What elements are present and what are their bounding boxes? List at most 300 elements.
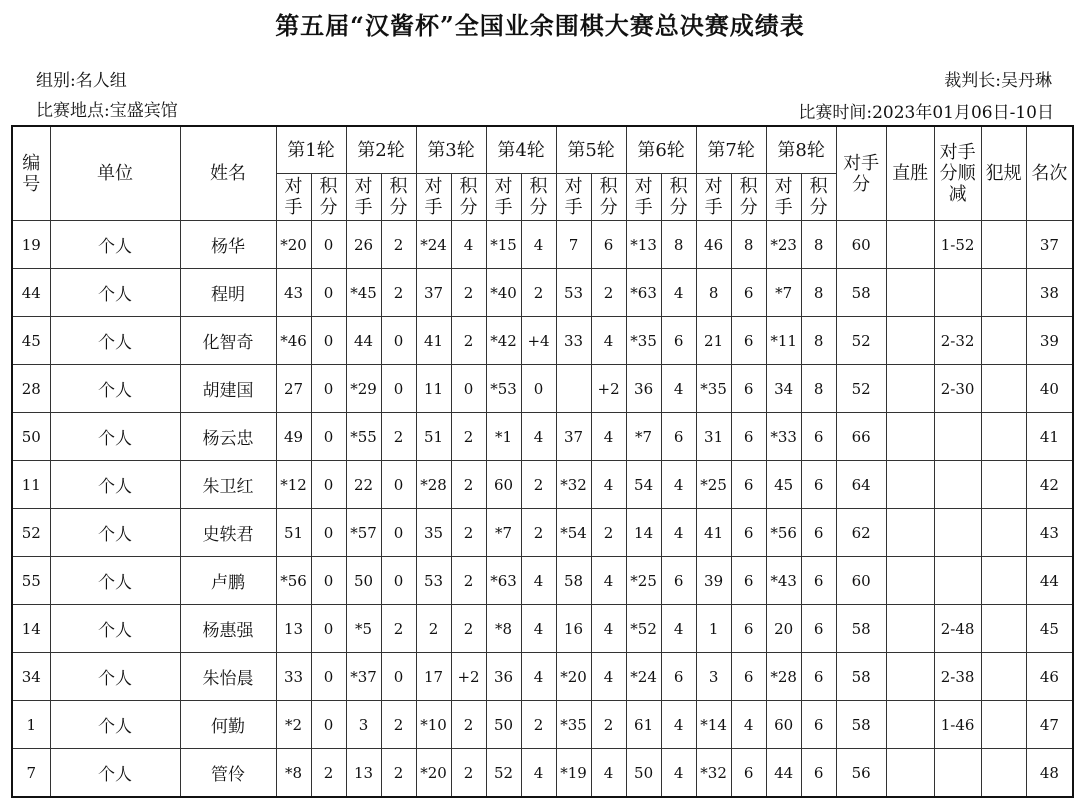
cell-opponent: *28 [416, 461, 451, 509]
cell-opponent: *12 [276, 461, 311, 509]
cell-opponent: *24 [626, 653, 661, 701]
table-row [12, 653, 1073, 701]
cell-unit: 个人 [50, 605, 180, 653]
cell-points: 4 [521, 221, 556, 269]
cell-points: 0 [311, 269, 346, 317]
cell-points: 2 [381, 749, 416, 798]
cell-points: 8 [801, 269, 836, 317]
cell-foul [981, 269, 1026, 317]
cell-points: 6 [801, 413, 836, 461]
cell-rank: 47 [1026, 701, 1073, 749]
cell-opponent: 36 [626, 365, 661, 413]
col-opp-score-label-line: 分 [852, 173, 871, 195]
cell-opponent: *8 [276, 749, 311, 798]
cell-opponent: *19 [556, 749, 591, 798]
cell-opponent: 50 [626, 749, 661, 798]
cell-opponent: 33 [276, 653, 311, 701]
cell-points: 0 [521, 365, 556, 413]
cell-opponent: *7 [486, 509, 521, 557]
col-points [451, 174, 486, 221]
col-points-label [390, 176, 408, 218]
col-points [731, 174, 766, 221]
cell-opponent: *37 [346, 653, 381, 701]
cell-points: 4 [521, 605, 556, 653]
cell-points: 6 [801, 557, 836, 605]
cell-opp-score: 60 [836, 557, 886, 605]
cell-opponent: *35 [556, 701, 591, 749]
cell-opp-order [934, 509, 981, 557]
cell-opponent: *45 [346, 269, 381, 317]
cell-opp-order [934, 269, 981, 317]
cell-opponent: 7 [556, 221, 591, 269]
cell-num: 11 [12, 461, 50, 509]
col-opponent-label-line: 对 [354, 176, 373, 197]
cell-rank: 41 [1026, 413, 1073, 461]
cell-opp-score: 52 [836, 317, 886, 365]
cell-opponent: 36 [486, 653, 521, 701]
cell-opponent: 21 [696, 317, 731, 365]
cell-points: 4 [591, 557, 626, 605]
cell-unit: 个人 [50, 509, 180, 557]
col-points-label [460, 176, 478, 218]
cell-foul [981, 221, 1026, 269]
col-points [311, 174, 346, 221]
cell-opponent: 26 [346, 221, 381, 269]
cell-direct [886, 365, 934, 413]
cell-points: 0 [381, 461, 416, 509]
cell-opponent: *15 [486, 221, 521, 269]
cell-points: 6 [801, 653, 836, 701]
cell-opponent: *54 [556, 509, 591, 557]
cell-num: 19 [12, 221, 50, 269]
cell-points: 6 [591, 221, 626, 269]
cell-opponent: 31 [696, 413, 731, 461]
cell-opponent: 33 [556, 317, 591, 365]
cell-points: 6 [731, 269, 766, 317]
cell-points: 4 [661, 605, 696, 653]
group-label: 组别:名人组 [36, 71, 127, 91]
cell-points: 8 [801, 221, 836, 269]
cell-opponent: 39 [696, 557, 731, 605]
cell-foul [981, 461, 1026, 509]
cell-opp-order [934, 413, 981, 461]
col-opponent-label [425, 176, 443, 218]
cell-opponent [556, 365, 591, 413]
cell-opponent: 17 [416, 653, 451, 701]
cell-opp-order [934, 557, 981, 605]
cell-rank: 38 [1026, 269, 1073, 317]
table-row [12, 269, 1073, 317]
cell-opponent: 13 [346, 749, 381, 798]
col-points-label-line: 分 [529, 197, 548, 218]
cell-unit: 个人 [50, 749, 180, 798]
cell-points: 4 [591, 749, 626, 798]
cell-opp-order: 1-46 [934, 701, 981, 749]
cell-rank: 42 [1026, 461, 1073, 509]
cell-opponent: *57 [346, 509, 381, 557]
col-opponent-label-line: 对 [424, 176, 443, 197]
col-opponent-label-line: 对 [774, 176, 793, 197]
table-row [12, 365, 1073, 413]
cell-opponent: 41 [416, 317, 451, 365]
cell-num: 1 [12, 701, 50, 749]
cell-num: 55 [12, 557, 50, 605]
col-opponent-label-line: 对 [564, 176, 583, 197]
venue-label: 比赛地点:宝盛宾馆 [36, 101, 178, 121]
cell-opponent: *63 [486, 557, 521, 605]
cell-points: 6 [661, 317, 696, 365]
table-row [12, 749, 1073, 798]
table-row [12, 605, 1073, 653]
cell-opponent: 27 [276, 365, 311, 413]
col-points-label-line: 积 [459, 176, 478, 197]
cell-opponent: 3 [696, 653, 731, 701]
cell-points: 6 [801, 605, 836, 653]
cell-points: 2 [451, 269, 486, 317]
cell-points: 4 [521, 557, 556, 605]
cell-points: 2 [591, 509, 626, 557]
cell-opponent: *63 [626, 269, 661, 317]
col-opponent [276, 174, 311, 221]
cell-name: 杨华 [180, 221, 276, 269]
cell-points: 4 [521, 413, 556, 461]
cell-points: 2 [521, 269, 556, 317]
header-row [12, 126, 1073, 174]
col-points-label [530, 176, 548, 218]
cell-points: 2 [381, 605, 416, 653]
col-opponent-label [285, 176, 303, 218]
cell-points: 4 [661, 509, 696, 557]
col-opponent-label-line: 手 [494, 197, 513, 218]
cell-opponent: 37 [556, 413, 591, 461]
cell-num: 7 [12, 749, 50, 798]
cell-opponent: *7 [766, 269, 801, 317]
col-opp-score-label [843, 153, 879, 195]
cell-opp-order: 1-52 [934, 221, 981, 269]
cell-opponent: *35 [696, 365, 731, 413]
col-opponent [346, 174, 381, 221]
cell-opponent: 1 [696, 605, 731, 653]
cell-opponent: 41 [696, 509, 731, 557]
col-points [661, 174, 696, 221]
cell-unit: 个人 [50, 317, 180, 365]
time-label: 比赛时间:2023年01月06日-10日 [798, 103, 1054, 123]
cell-opponent: 49 [276, 413, 311, 461]
cell-num: 28 [12, 365, 50, 413]
col-opponent [416, 174, 451, 221]
cell-opponent: *43 [766, 557, 801, 605]
cell-points: 0 [381, 653, 416, 701]
cell-direct [886, 461, 934, 509]
cell-foul [981, 317, 1026, 365]
cell-opp-order [934, 461, 981, 509]
cell-opponent: 51 [416, 413, 451, 461]
cell-opp-order: 2-32 [934, 317, 981, 365]
cell-name: 程明 [180, 269, 276, 317]
cell-opponent: *24 [416, 221, 451, 269]
col-opponent-label-line: 手 [354, 197, 373, 218]
cell-opp-score: 60 [836, 221, 886, 269]
cell-foul [981, 605, 1026, 653]
cell-points: 0 [311, 557, 346, 605]
col-num-label-line: 编 [22, 152, 41, 174]
cell-rank: 39 [1026, 317, 1073, 365]
cell-points: 4 [661, 269, 696, 317]
cell-opp-score: 58 [836, 605, 886, 653]
cell-opponent: *53 [486, 365, 521, 413]
col-points-label-line: 分 [389, 197, 408, 218]
cell-points: 2 [381, 413, 416, 461]
col-rank: 名次 [1026, 126, 1073, 221]
cell-foul [981, 365, 1026, 413]
col-opponent-label [775, 176, 793, 218]
cell-points: 2 [381, 221, 416, 269]
col-opponent-label [495, 176, 513, 218]
cell-name: 胡建国 [180, 365, 276, 413]
col-round: 第4轮 [486, 126, 556, 174]
cell-opponent: 13 [276, 605, 311, 653]
cell-direct [886, 269, 934, 317]
col-opponent-label [565, 176, 583, 218]
col-points-label [670, 176, 688, 218]
cell-name: 朱怡晨 [180, 653, 276, 701]
cell-points: 2 [381, 701, 416, 749]
col-opp-order-label-line: 对手 [939, 142, 976, 163]
cell-opponent: 20 [766, 605, 801, 653]
results-table [11, 125, 1074, 798]
col-points-label-line: 积 [739, 176, 758, 197]
cell-foul [981, 701, 1026, 749]
cell-opponent: *29 [346, 365, 381, 413]
cell-points: 2 [311, 749, 346, 798]
cell-rank: 43 [1026, 509, 1073, 557]
cell-points: 2 [451, 557, 486, 605]
col-opponent [696, 174, 731, 221]
cell-points: 6 [661, 557, 696, 605]
col-points-label [320, 176, 338, 218]
cell-opponent: *32 [696, 749, 731, 798]
cell-points: 0 [451, 365, 486, 413]
col-points [591, 174, 626, 221]
cell-points: 4 [661, 749, 696, 798]
cell-opponent: 53 [416, 557, 451, 605]
cell-points: 6 [731, 317, 766, 365]
cell-points: 6 [731, 557, 766, 605]
cell-opp-order: 2-48 [934, 605, 981, 653]
cell-opponent: 50 [486, 701, 521, 749]
cell-points: 4 [591, 413, 626, 461]
col-opponent-label [355, 176, 373, 218]
cell-direct [886, 749, 934, 798]
cell-opponent: *8 [486, 605, 521, 653]
col-opp-score [836, 126, 886, 221]
col-points-label-line: 积 [599, 176, 618, 197]
cell-name: 管伶 [180, 749, 276, 798]
cell-points: +2 [591, 365, 626, 413]
cell-opponent: *32 [556, 461, 591, 509]
cell-points: 2 [451, 461, 486, 509]
col-round: 第3轮 [416, 126, 486, 174]
col-opponent-label-line: 手 [424, 197, 443, 218]
cell-points: 2 [451, 701, 486, 749]
col-opponent-label [705, 176, 723, 218]
cell-opp-order: 2-30 [934, 365, 981, 413]
cell-points: 2 [451, 317, 486, 365]
cell-unit: 个人 [50, 413, 180, 461]
cell-opponent: 34 [766, 365, 801, 413]
col-opp-order [934, 126, 981, 221]
cell-opp-score: 58 [836, 653, 886, 701]
cell-opponent: *13 [626, 221, 661, 269]
cell-direct [886, 701, 934, 749]
table-row [12, 221, 1073, 269]
cell-foul [981, 413, 1026, 461]
cell-opponent: *56 [276, 557, 311, 605]
cell-opponent: 16 [556, 605, 591, 653]
cell-points: 0 [311, 317, 346, 365]
col-opp-order-label-line: 分顺 [939, 163, 976, 184]
cell-opp-score: 66 [836, 413, 886, 461]
col-round: 第2轮 [346, 126, 416, 174]
cell-points: 4 [661, 461, 696, 509]
cell-points: 8 [661, 221, 696, 269]
cell-points: 2 [451, 749, 486, 798]
cell-direct [886, 557, 934, 605]
table-body [12, 221, 1073, 798]
cell-opp-order [934, 749, 981, 798]
col-opponent-label-line: 手 [774, 197, 793, 218]
cell-direct [886, 653, 934, 701]
cell-name: 史轶君 [180, 509, 276, 557]
cell-points: 6 [661, 653, 696, 701]
cell-name: 朱卫红 [180, 461, 276, 509]
cell-points: 6 [731, 653, 766, 701]
cell-opponent: 61 [626, 701, 661, 749]
col-round: 第5轮 [556, 126, 626, 174]
cell-opponent: *14 [696, 701, 731, 749]
cell-points: 0 [311, 221, 346, 269]
cell-points: 0 [311, 605, 346, 653]
col-points-label [810, 176, 828, 218]
col-opponent-label-line: 手 [704, 197, 723, 218]
col-num-label [22, 153, 40, 195]
cell-points: 6 [801, 701, 836, 749]
cell-opponent: 52 [486, 749, 521, 798]
cell-opp-score: 58 [836, 701, 886, 749]
cell-opp-score: 58 [836, 269, 886, 317]
cell-points: 2 [451, 413, 486, 461]
col-points-label-line: 积 [809, 176, 828, 197]
cell-points: 6 [731, 461, 766, 509]
cell-rank: 44 [1026, 557, 1073, 605]
col-points-label [600, 176, 618, 218]
cell-opponent: 14 [626, 509, 661, 557]
cell-opponent: *40 [486, 269, 521, 317]
cell-opponent: 43 [276, 269, 311, 317]
cell-unit: 个人 [50, 461, 180, 509]
cell-points: 6 [731, 413, 766, 461]
cell-points: 0 [311, 701, 346, 749]
cell-points: 4 [661, 701, 696, 749]
cell-points: 0 [381, 365, 416, 413]
col-opp-order-label [940, 142, 976, 205]
cell-opp-order: 2-38 [934, 653, 981, 701]
table-row [12, 461, 1073, 509]
col-points-label-line: 积 [389, 176, 408, 197]
cell-opponent: *56 [766, 509, 801, 557]
table-row [12, 413, 1073, 461]
cell-opponent: 60 [766, 701, 801, 749]
col-points-label [740, 176, 758, 218]
cell-opponent: 22 [346, 461, 381, 509]
cell-opponent: *20 [276, 221, 311, 269]
cell-points: 0 [311, 509, 346, 557]
cell-points: +2 [451, 653, 486, 701]
cell-opponent: 37 [416, 269, 451, 317]
col-points-label-line: 分 [319, 197, 338, 218]
cell-points: 2 [591, 701, 626, 749]
table-row [12, 509, 1073, 557]
cell-opponent: 46 [696, 221, 731, 269]
col-opponent [556, 174, 591, 221]
col-opponent-label-line: 对 [704, 176, 723, 197]
cell-opp-score: 56 [836, 749, 886, 798]
col-points-label-line: 分 [809, 197, 828, 218]
cell-name: 何勤 [180, 701, 276, 749]
col-points [381, 174, 416, 221]
col-points-label-line: 分 [599, 197, 618, 218]
cell-unit: 个人 [50, 557, 180, 605]
cell-points: 6 [731, 365, 766, 413]
col-round: 第1轮 [276, 126, 346, 174]
cell-points: 4 [731, 701, 766, 749]
table-row [12, 701, 1073, 749]
cell-num: 52 [12, 509, 50, 557]
cell-opponent: 58 [556, 557, 591, 605]
cell-opponent: *42 [486, 317, 521, 365]
cell-opponent: *52 [626, 605, 661, 653]
cell-points: 8 [801, 317, 836, 365]
cell-foul [981, 509, 1026, 557]
cell-rank: 46 [1026, 653, 1073, 701]
cell-opponent: *5 [346, 605, 381, 653]
cell-rank: 45 [1026, 605, 1073, 653]
cell-points: 6 [801, 749, 836, 798]
cell-name: 杨惠强 [180, 605, 276, 653]
cell-opponent: 53 [556, 269, 591, 317]
cell-points: 4 [591, 653, 626, 701]
cell-rank: 37 [1026, 221, 1073, 269]
cell-points: 2 [591, 269, 626, 317]
cell-opponent: *33 [766, 413, 801, 461]
cell-opponent: *2 [276, 701, 311, 749]
cell-opponent: 35 [416, 509, 451, 557]
table-row [12, 317, 1073, 365]
cell-opponent: 50 [346, 557, 381, 605]
cell-direct [886, 413, 934, 461]
cell-opponent: *11 [766, 317, 801, 365]
col-points-label-line: 分 [459, 197, 478, 218]
cell-direct [886, 221, 934, 269]
cell-points: 2 [521, 701, 556, 749]
col-opp-order-label-line: 减 [948, 184, 967, 205]
cell-direct [886, 605, 934, 653]
cell-opp-score: 52 [836, 365, 886, 413]
cell-points: 4 [591, 317, 626, 365]
cell-opponent: *20 [556, 653, 591, 701]
cell-points: 4 [591, 461, 626, 509]
cell-opponent: 45 [766, 461, 801, 509]
